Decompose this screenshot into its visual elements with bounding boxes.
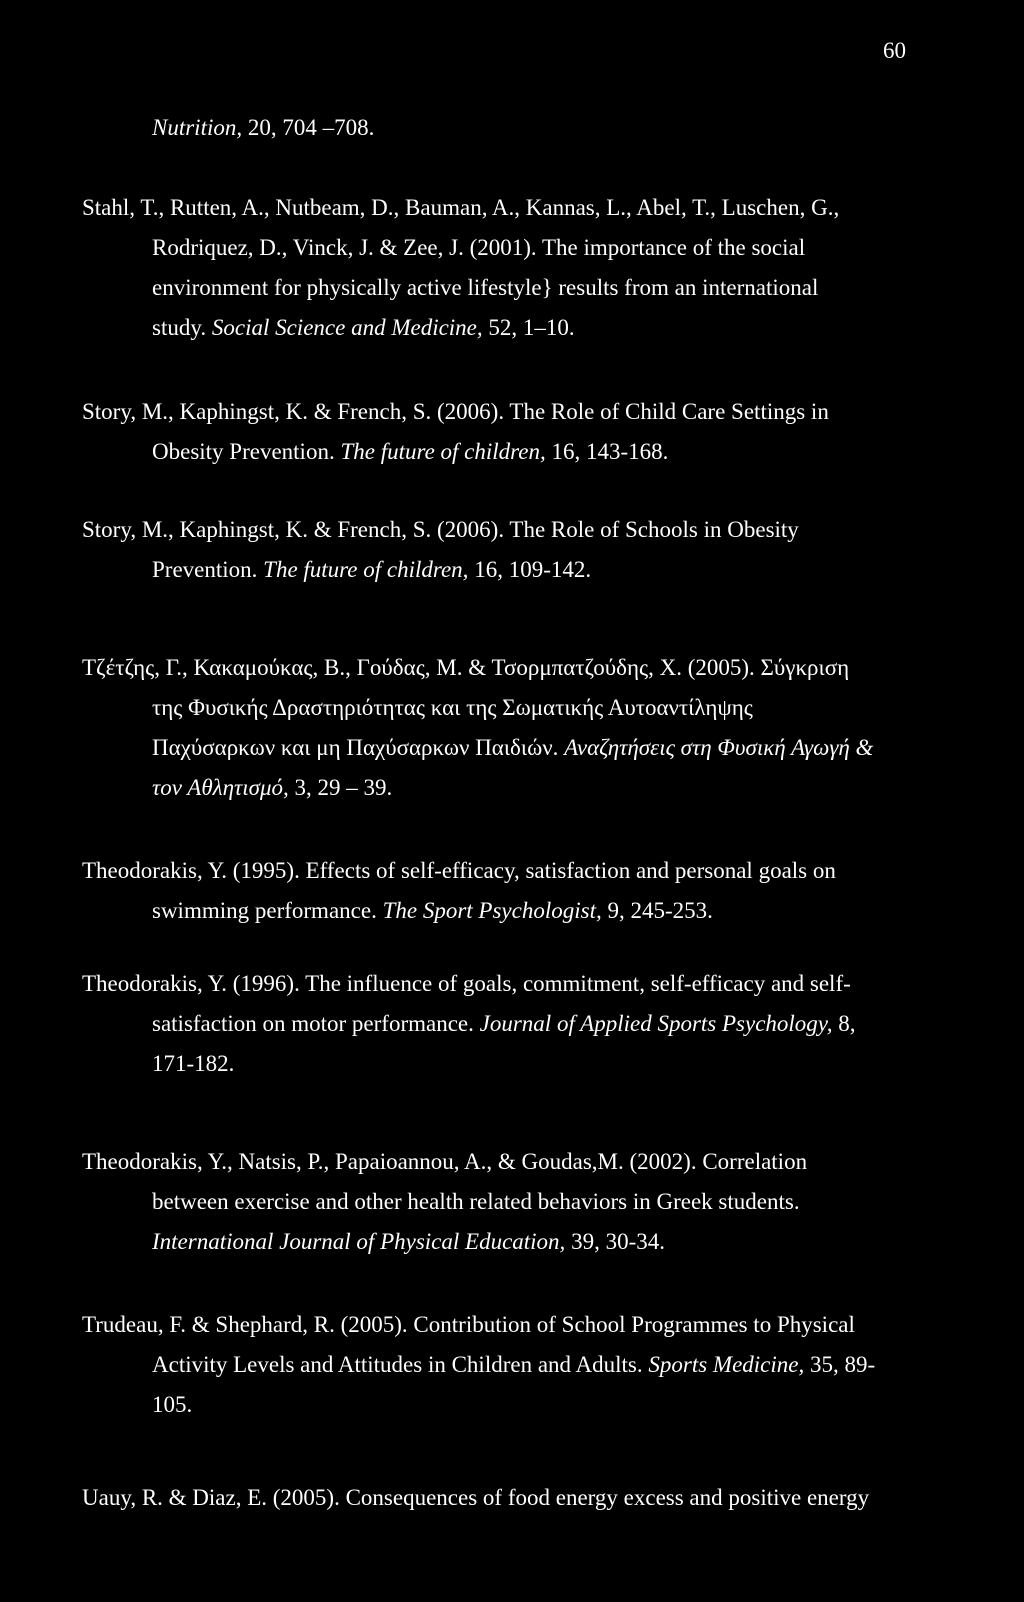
reference-text: Παχύσαρκων και μη Παχύσαρκων Παιδιών. [152, 735, 565, 760]
reference-line [82, 1305, 855, 1345]
reference-line [152, 891, 713, 931]
reference-line [152, 108, 374, 148]
reference-line [82, 648, 849, 688]
reference-line [152, 432, 668, 472]
reference-text: 3, 29 – 39. [288, 775, 393, 800]
reference-source-title: Journal of Applied Sports Psychology, [479, 1011, 833, 1036]
reference-line [152, 1182, 800, 1222]
reference-text: between exercise and other health related behaviors in Greek students. [152, 1189, 800, 1214]
reference-line [152, 228, 805, 268]
reference-text: Theodorakis, Y., Natsis, P., Papaioannou, A., & Goudas,M. (2002). Correlation [82, 1149, 808, 1174]
reference-source-title: Αναζητήσεις στη Φυσική Αγωγή & [564, 735, 874, 760]
reference-line [152, 1222, 665, 1262]
reference-text: Stahl, T., Rutten, A., Nutbeam, D., Bauman, A., Kannas, L., Abel, T., Luschen, G., [82, 195, 840, 220]
reference-text: environment for physically active lifestyle} results from an international [152, 275, 819, 300]
reference-line [82, 964, 851, 1004]
reference-line [82, 1142, 807, 1182]
reference-text: Rodriquez, D., Vinck, J. & Zee, J. (2001). The importance of the social [152, 235, 806, 260]
reference-source-title: Sports Medicine, [648, 1352, 805, 1377]
reference-text: Trudeau, F. & Shephard, R. (2005). Contribution of School Programmes to Physical [82, 1312, 855, 1337]
page-number: 60 [883, 38, 906, 63]
reference-line [152, 688, 753, 728]
reference-line [82, 188, 839, 228]
reference-line [152, 1385, 192, 1425]
reference-line [82, 392, 829, 432]
reference-line [82, 851, 836, 891]
reference-text: Theodorakis, Y. (1996). The influence of goals, commitment, self-efficacy and self- [82, 971, 851, 996]
reference-text: 9, 245-253. [601, 898, 713, 923]
reference-line [152, 768, 392, 808]
reference-line [82, 510, 799, 550]
reference-text: Activity Levels and Attitudes in Children and Adults. [152, 1352, 649, 1377]
reference-text: study. [152, 315, 212, 340]
reference-source-title: Social Science and Medicine, [211, 315, 483, 340]
reference-line [152, 1044, 234, 1084]
reference-text: Theodorakis, Y. (1995). Effects of self-efficacy, satisfaction and personal goals on [82, 858, 836, 883]
reference-line [152, 728, 873, 768]
reference-text: Story, M., Kaphingst, K. & French, S. (2006). The Role of Child Care Settings in [82, 399, 829, 424]
reference-line [152, 308, 575, 348]
reference-text: Obesity Prevention. [152, 439, 341, 464]
reference-line [152, 1004, 856, 1044]
reference-line [152, 268, 818, 308]
reference-text: Prevention. [152, 557, 264, 582]
reference-text: 8, [832, 1011, 856, 1036]
reference-text: Story, M., Kaphingst, K. & French, S. (2006). The Role of Schools in Obesity [82, 517, 799, 542]
reference-line [82, 1478, 869, 1518]
reference-text: 39, 30-34. [565, 1229, 665, 1254]
reference-text: swimming performance. [152, 898, 383, 923]
reference-text: 35, 89- [804, 1352, 876, 1377]
reference-text: 52, 1–10. [482, 315, 575, 340]
reference-text: satisfaction on motor performance. [152, 1011, 480, 1036]
reference-source-title: International Journal of Physical Education, [152, 1229, 566, 1254]
reference-text: Τζέτζης, Γ., Κακαμούκας, Β., Γούδας, Μ. & Τσορμπατζούδης, Χ. (2005). Σύγκριση [82, 655, 850, 680]
reference-source-title: The future of children, [340, 439, 546, 464]
reference-line [152, 1345, 875, 1385]
reference-text: 16, 109-142. [468, 557, 592, 582]
reference-source-title: τον Αθλητισμό, [152, 775, 289, 800]
reference-source-title: The future of children, [263, 557, 469, 582]
reference-text: 105. [152, 1392, 193, 1417]
reference-text: 171-182. [152, 1051, 235, 1076]
reference-text: 20, 704 –708. [242, 115, 375, 140]
reference-text: 16, 143-168. [545, 439, 669, 464]
reference-source-title: Nutrition, [152, 115, 243, 140]
reference-source-title: The Sport Psychologist, [382, 898, 602, 923]
reference-text: της Φυσικής Δραστηριότητας και της Σωματικής Αυτοαντίληψης [152, 695, 753, 720]
reference-text: Uauy, R. & Diaz, E. (2005). Consequences of food energy excess and positive energy [82, 1485, 870, 1510]
reference-line [152, 550, 591, 590]
